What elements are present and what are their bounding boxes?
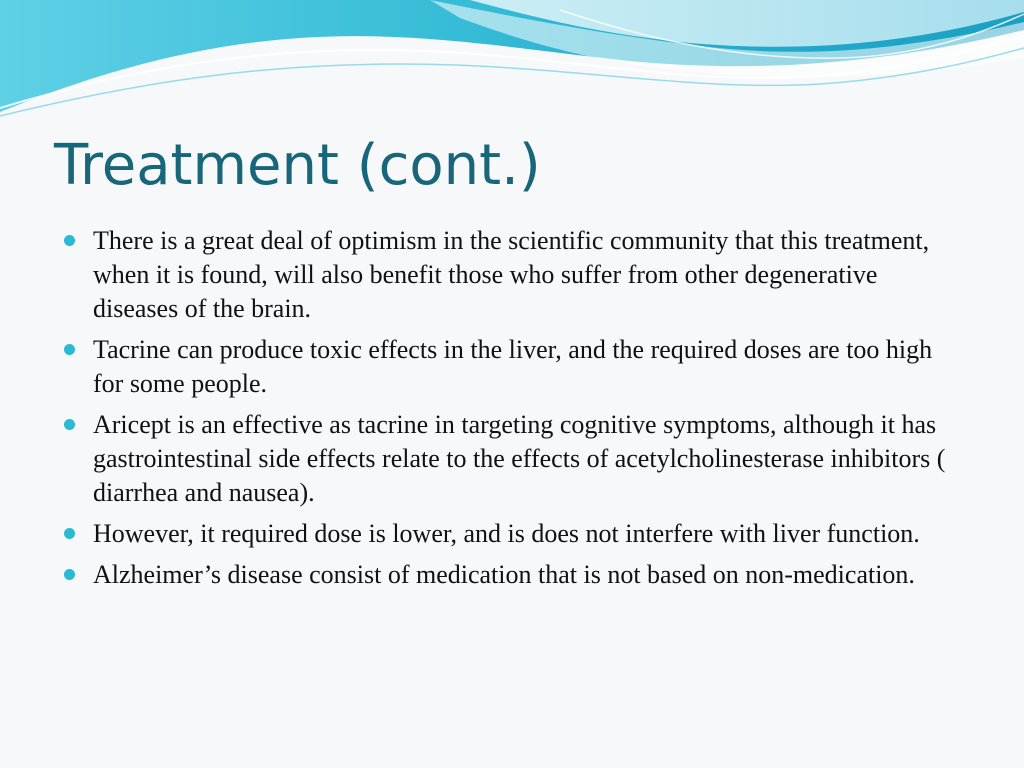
bullet-item: [62, 408, 967, 510]
bullet-text: Alzheimer’s disease consist of medication that is not based on non-medication.: [93, 560, 915, 589]
bullet-text: However, it required dose is lower, and is does not interfere with liver function.: [93, 519, 920, 548]
bullet-text: Aricept is an effective as tacrine in targeting cognitive symptoms, although it has gastrointestinal side effects relate to the effects of acetylcholinesterase inhibitors ( diarrhea and nausea).: [93, 410, 946, 507]
bullet-dot-icon: [64, 235, 75, 246]
wave-header-decoration: [0, 0, 1024, 120]
bullet-text: There is a great deal of optimism in the scientific community that this treatment, when it is found, will also benefit those who suffer from other degenerative diseases of the brain.: [93, 226, 930, 323]
bullet-list: [62, 224, 967, 599]
bullet-dot-icon: [64, 419, 75, 430]
bullet-item: [62, 517, 967, 551]
bullet-item: [62, 558, 967, 592]
bullet-item: [62, 333, 967, 401]
bullet-text: Tacrine can produce toxic effects in the liver, and the required doses are too high for some people.: [93, 335, 933, 398]
bullet-dot-icon: [64, 344, 75, 355]
bullet-dot-icon: [64, 528, 75, 539]
bullet-item: [62, 224, 967, 326]
bullet-dot-icon: [64, 569, 75, 580]
slide-title: Treatment (cont.): [54, 133, 541, 198]
